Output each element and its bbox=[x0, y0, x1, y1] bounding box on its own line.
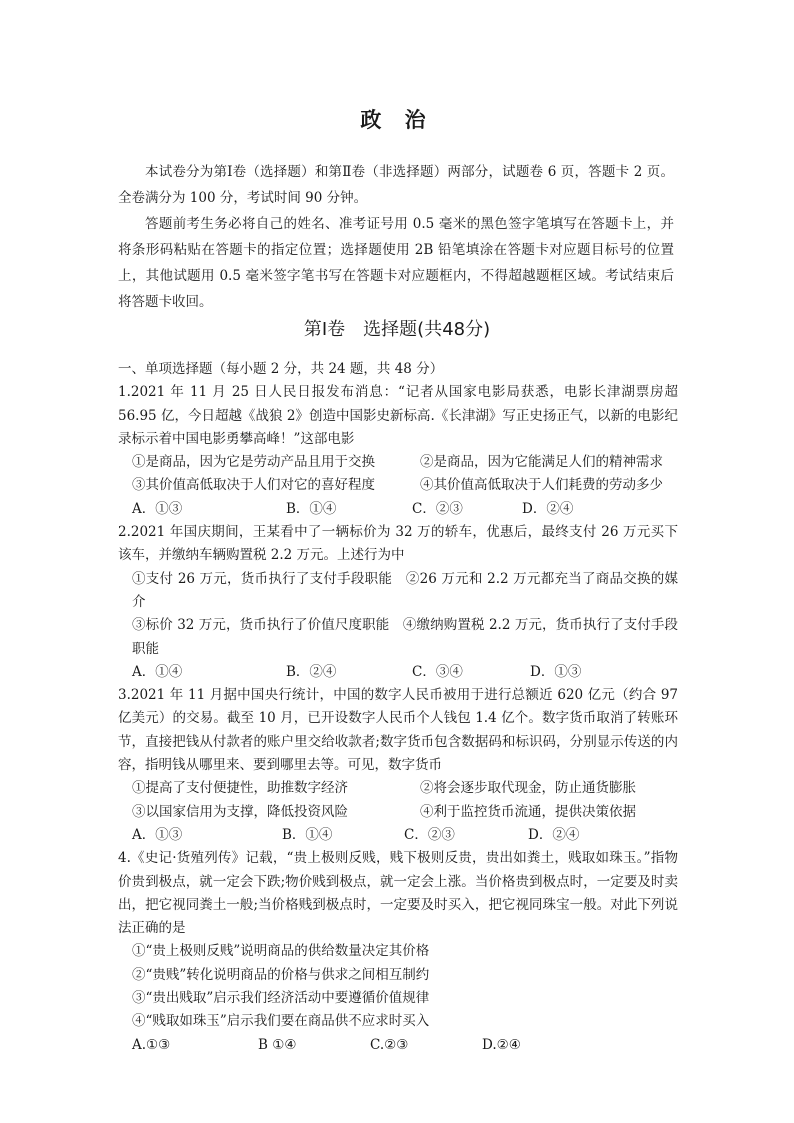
questions-area bbox=[118, 358, 678, 1057]
question-4-choice-d: D.②④ bbox=[482, 1036, 521, 1053]
section-title: 第Ⅰ卷 选择题(共48分) bbox=[303, 319, 491, 340]
page-title: 政 治 bbox=[360, 107, 434, 132]
instructions-paragraph-2: 答题前考生务必将自己的姓名、准考证号用 0.5 毫米的黑色签字笔填写在答题卡上，并将条形码粘贴在答题卡的指定位置；选择题使用 2B 铅笔填涂在答题卡对应题目标号的位置上，其他试题用 0.5 毫米签字笔书写在答题卡对应题框内，不得超越题框区域。考试结束后将答题卡收回。 bbox=[118, 216, 674, 310]
question-2-choice-d: D．①③ bbox=[530, 663, 582, 680]
question-3-options-row-1 bbox=[118, 777, 678, 800]
question-1-option-2: ②是商品，因为它能满足人们的精神需求 bbox=[420, 454, 663, 471]
question-3-option-4: ④利于监控货币流通，提供决策依据 bbox=[420, 803, 636, 820]
question-3-option-3: ③以国家信用为支撑，降低投资风险 bbox=[132, 803, 348, 820]
instructions-paragraph-1: 本试卷分为第Ⅰ卷（选择题）和第Ⅱ卷（非选择题）两部分，试题卷 6 页，答题卡 2 页。全卷满分为 100 分，考试时间 90 分钟。 bbox=[118, 164, 674, 206]
question-3-option-2: ②将会逐步取代现金，防止通货膨胀 bbox=[420, 780, 636, 797]
question-1-option-4: ④其价值高低取决于人们耗费的劳动多少 bbox=[420, 477, 663, 494]
question-4-choice-c: C.②③ bbox=[370, 1036, 409, 1053]
question-4-stem: 4.《史记·货殖列传》记载，“贵上极则反贱，贱下极则反贵，贵出如粪土，贱取如珠玉。”指物价贵到极点，就一定会下跌;物价贱到极点，就一定会上涨。当价格贵到极点时，一定要及时卖出，把它视同粪土一般;当价格贱到极点时，一定要及时买入，把它视同珠宝一般。对此下列说法正确的是 bbox=[118, 850, 678, 937]
question-1-choices bbox=[118, 498, 678, 521]
question-4-option-3: ③“贵出贱取”启示我们经济活动中要遵循价值规律 bbox=[132, 990, 430, 1007]
question-2-options-12: ①支付 26 万元，货币执行了支付手段职能 ②26 万元和 2.2 万元都充当了商品交换的媒介 bbox=[132, 570, 678, 610]
question-1-options-row-1 bbox=[118, 451, 678, 474]
question-1-choice-b: B．①④ bbox=[286, 500, 337, 517]
question-2-choice-c: C．③④ bbox=[412, 663, 463, 680]
question-3-choice-c: C．②③ bbox=[404, 826, 455, 843]
question-3-option-1: ①提高了支付便捷性，助推数字经济 bbox=[132, 780, 348, 797]
question-4-choice-b: B ①④ bbox=[258, 1036, 297, 1053]
question-4-option-1: ①“贵上极则反贱”说明商品的供给数量决定其价格 bbox=[132, 943, 430, 960]
question-3-choice-b: B．①④ bbox=[282, 826, 333, 843]
question-4-choice-a: A.①③ bbox=[132, 1036, 171, 1053]
question-1-choice-a: A．①③ bbox=[132, 500, 183, 517]
instructions bbox=[118, 159, 674, 315]
question-4-choices bbox=[118, 1034, 678, 1057]
question-2-stem: 2.2021 年国庆期间，王某看中了一辆标价为 32 万的轿车，优惠后，最终支付 26 万元买下该车，并缴纳车辆购置税 2.2 万元。上述行为中 bbox=[118, 524, 678, 564]
question-3-choices bbox=[118, 824, 678, 847]
question-3-options-row-2 bbox=[118, 801, 678, 824]
question-1-choice-c: C．②③ bbox=[412, 500, 463, 517]
question-4-option-2: ②“贵贱”转化说明商品的价格与供求之间相互制约 bbox=[132, 966, 430, 983]
question-2-choices bbox=[118, 661, 678, 684]
part-heading: 一、单项选择题（每小题 2 分，共 24 题，共 48 分） bbox=[118, 361, 444, 377]
question-1-option-3: ③其价值高低取决于人们对它的喜好程度 bbox=[132, 477, 375, 494]
question-1-options-row-2 bbox=[118, 474, 678, 497]
question-4-option-4: ④“贱取如珠玉”启示我们要在商品供不应求时买入 bbox=[132, 1013, 430, 1030]
question-1-choice-d: D．②④ bbox=[522, 500, 574, 517]
question-3-choice-a: A．①③ bbox=[132, 826, 183, 843]
question-2-choice-b: B．②④ bbox=[286, 663, 337, 680]
question-1-option-1: ①是商品，因为它是劳动产品且用于交换 bbox=[132, 454, 375, 471]
question-3-stem: 3.2021 年 11 月据中国央行统计，中国的数字人民币被用于进行总额近 620 亿元（约合 97 亿美元）的交易。截至 10 月，已开设数字人民币个人钱包 1.4 亿个。数字货币取消了转账环节，直接把钱从付款者的账户里交给收款者;数字货币包含数据码和标识码，分别显示传送的内容，指明钱从哪里来、要到哪里去等。可见，数字货币 bbox=[118, 687, 678, 774]
question-2-choice-a: A．①④ bbox=[132, 663, 183, 680]
question-2-options-34: ③标价 32 万元，货币执行了价值尺度职能 ④缴纳购置税 2.2 万元，货币执行了支付手段职能 bbox=[132, 617, 678, 657]
question-3-choice-d: D．②④ bbox=[528, 826, 580, 843]
question-1-stem: 1.2021 年 11 月 25 日人民日报发布消息：“记者从国家电影局获悉，电影长津湖票房超 56.95 亿，今日超越《战狼 2》创造中国影史新标高.《长津湖》写正史扬正气，以新的电影纪录标示着中国电影勇攀高峰！”这部电影 bbox=[118, 384, 678, 447]
